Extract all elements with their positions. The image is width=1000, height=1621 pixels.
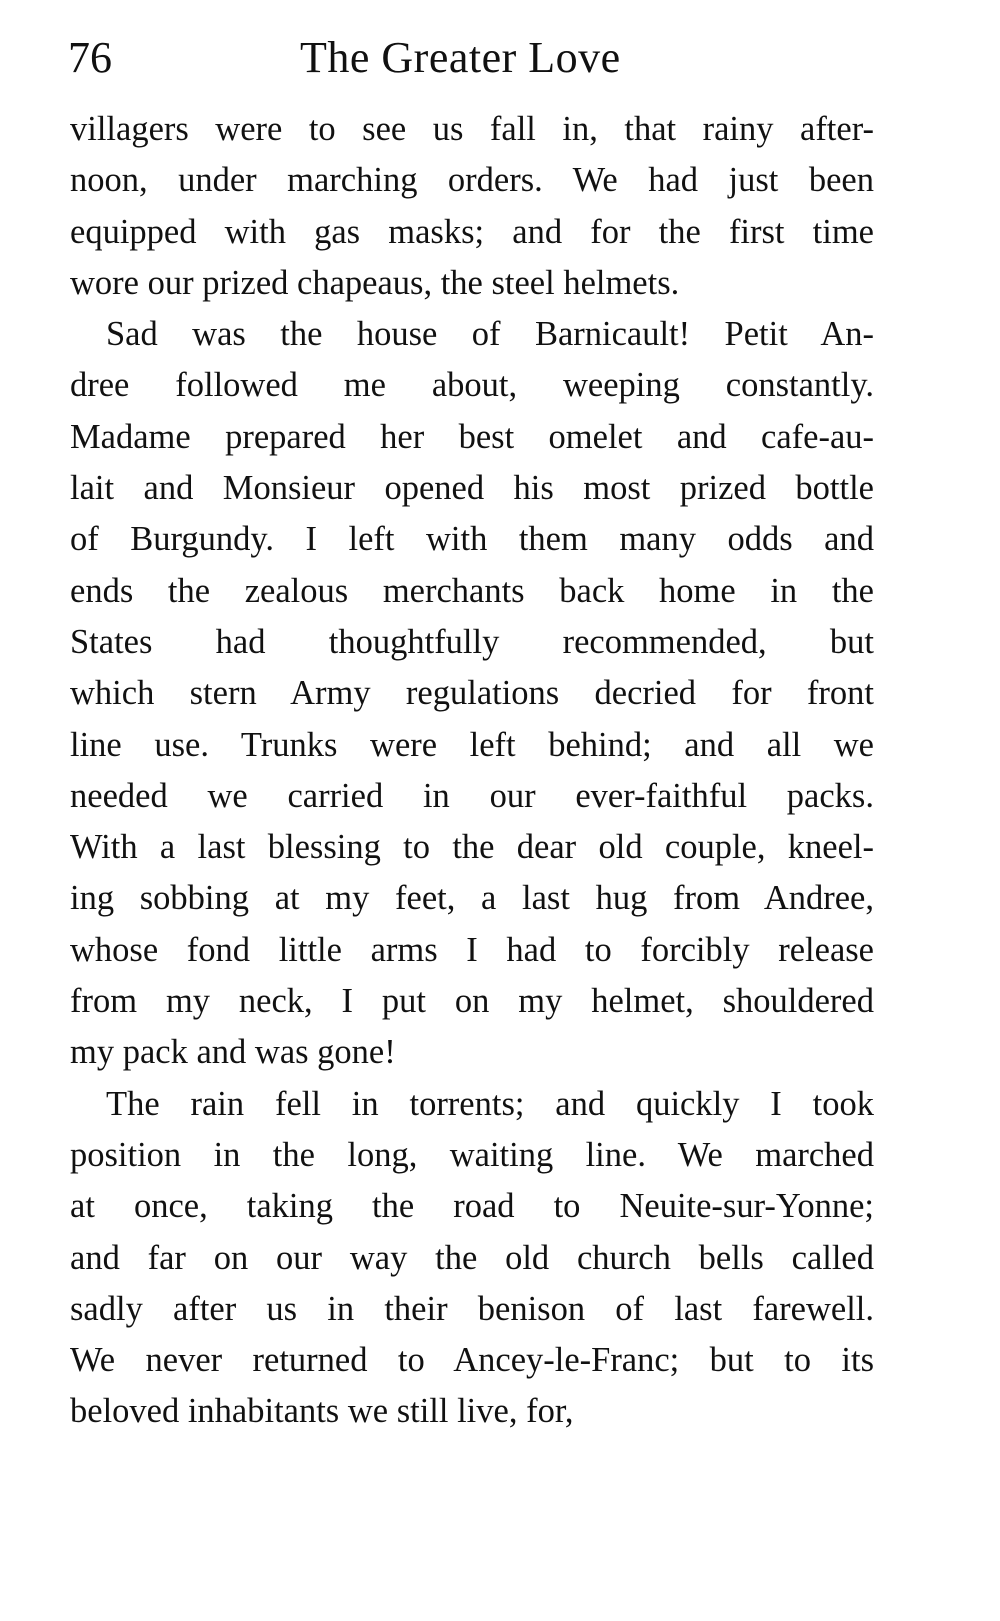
text-line: The rain fell in torrents; and quickly I took (106, 1084, 874, 1123)
text-line: position in the long, waiting line. We marched (70, 1135, 874, 1174)
text-line: at once, taking the road to Neuite-sur-Yonne; (70, 1187, 874, 1226)
text-line: villagers were to see us fall in, that rainy after- (70, 110, 874, 148)
text-line: We never returned to Ancey-le-Franc; but to its (70, 1341, 874, 1380)
text-line: sadly after us in their benison of last farewell. (70, 1289, 874, 1328)
text-line: States had thoughtfully recommended, but (70, 622, 874, 661)
text-line: lait and Monsieur opened his most prized bottle (70, 469, 874, 508)
text-line: With a last blessing to the dear old couple, kneel- (70, 828, 874, 867)
body-text (70, 104, 874, 1438)
running-title: The Greater Love (300, 33, 621, 82)
paragraph (70, 309, 874, 1078)
paragraph (70, 1079, 874, 1438)
text-line: Sad was the house of Barnicault! Petit An- (106, 315, 874, 354)
text-line: dree followed me about, weeping constantly. (70, 366, 874, 405)
running-header (68, 28, 888, 88)
text-line: from my neck, I put on my helmet, shouldered (70, 982, 874, 1021)
text-line: of Burgundy. I left with them many odds and (70, 520, 874, 559)
text-line: beloved inhabitants we still live, for, (70, 1392, 574, 1431)
text-line: Madame prepared her best omelet and cafe-au- (70, 417, 874, 456)
text-line: ends the zealous merchants back home in the (70, 571, 874, 610)
text-line: needed we carried in our ever-faithful packs. (70, 776, 874, 815)
page-number: 76 (68, 33, 112, 82)
text-line: noon, under marching orders. We had just been (70, 161, 874, 200)
text-line: and far on our way the old church bells called (70, 1238, 874, 1277)
text-line: ing sobbing at my feet, a last hug from Andree, (70, 879, 874, 918)
text-line: equipped with gas masks; and for the first time (70, 212, 874, 251)
text-line: wore our prized chapeaus, the steel helmets. (70, 263, 680, 302)
text-line: which stern Army regulations decried for front (70, 674, 874, 713)
text-line: my pack and was gone! (70, 1033, 396, 1072)
paragraph (70, 104, 874, 309)
text-line: whose fond little arms I had to forcibly release (70, 930, 874, 969)
text-line: line use. Trunks were left behind; and all we (70, 725, 874, 764)
